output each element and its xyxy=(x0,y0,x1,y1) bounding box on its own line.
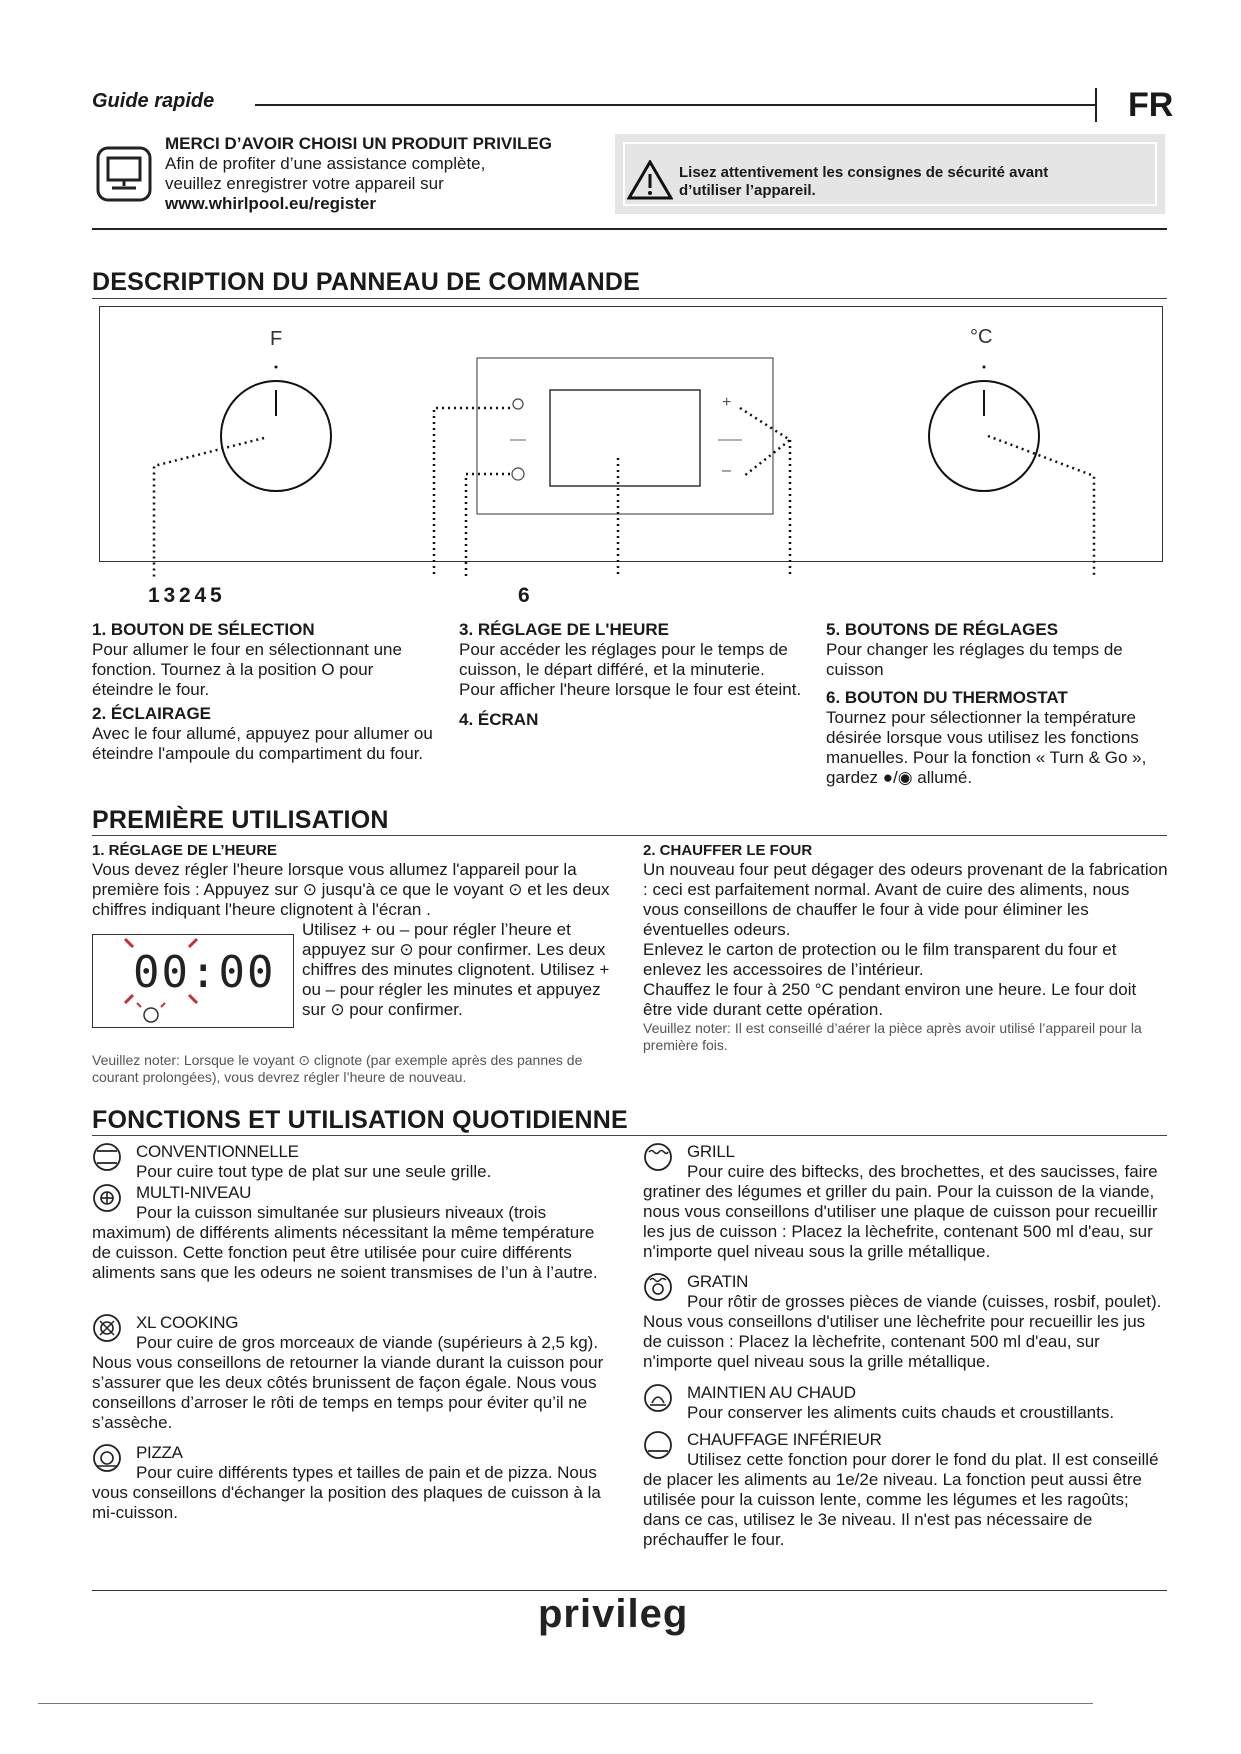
lower-heating-icon xyxy=(643,1430,673,1460)
callout-number-right: 6 xyxy=(518,584,530,607)
multilevel-icon xyxy=(92,1183,122,1213)
register-link[interactable]: www.whirlpool.eu/register xyxy=(165,194,376,213)
plus-button[interactable]: + xyxy=(722,394,732,411)
function-name: GRILL xyxy=(687,1142,735,1161)
light-icon[interactable] xyxy=(512,392,526,406)
thanks-line-2: veuillez enregistrer votre appareil sur xyxy=(165,174,444,193)
knob-label-f: F xyxy=(270,328,283,350)
guide-label: Guide rapide xyxy=(92,90,215,112)
function-description: Utilisez cette fonction pour dorer le fond du plat. Il est conseillé de placer les aliments au 1e/2e niveau. La fonction peut aussi être utilisée pour la cuisson lente, comme les légumes et les ragoûts; dans ce cas, utilisez le 3e niveau. Il n'est pas nécessaire de préchauffer le four. xyxy=(643,1450,1159,1549)
first-use-title: PREMIÈRE UTILISATION xyxy=(92,806,389,834)
knob-label-celsius: °C xyxy=(970,326,993,348)
panel-item-title: 4. ÉCRAN xyxy=(459,710,539,729)
function-grill xyxy=(643,1142,1168,1262)
pizza-icon xyxy=(92,1443,122,1473)
function-name: CHAUFFAGE INFÉRIEUR xyxy=(687,1430,882,1449)
function-name: CONVENTIONNELLE xyxy=(136,1142,299,1161)
section-paragraph: Chauffez le four à 250 °C pendant environ une heure. Le four doit être vide durant cette opération. xyxy=(643,980,1137,1019)
section-note: Veuillez noter: Il est conseillé d’aérer la pièce après avoir utilisé l’appareil pour la première fois. xyxy=(643,1020,1142,1053)
conventional-icon xyxy=(92,1142,122,1172)
section-title: 1. RÉGLAGE DE L’HEURE xyxy=(92,842,278,859)
function-description: Pour cuire tout type de plat sur une seule grille. xyxy=(136,1162,492,1181)
function-lower-heating xyxy=(643,1430,1168,1550)
function-gratin xyxy=(643,1272,1168,1372)
function-description: Pour rôtir de grosses pièces de viande (cuisses, rosbif, poulet). Nous vous conseillons d'utiliser une lèchefrite pour recueillir les jus de cuisson : Placez la lèchefrite, contenant 500 ml d'eau, sur n'importe quel niveau sous la grille métallique. xyxy=(643,1292,1162,1371)
function-name: MULTI-NIVEAU xyxy=(136,1183,252,1202)
function-name: PIZZA xyxy=(136,1443,183,1462)
panel-item-title: 1. BOUTON DE SÉLECTION xyxy=(92,620,315,639)
gratin-icon xyxy=(643,1272,673,1302)
control-panel-drawing xyxy=(0,0,1241,600)
time-setting-note: Veuillez noter: Lorsque le voyant ⊙ clignote (par exemple après des pannes de courant prolongées), vous devrez régler l’heure de nouveau. xyxy=(92,1052,583,1085)
clock-display-illustration xyxy=(92,934,294,1028)
thanks-title: MERCI D’AVOIR CHOISI UN PRODUIT PRIVILEG xyxy=(165,134,552,153)
function-name: XL COOKING xyxy=(136,1313,239,1332)
display-screen xyxy=(550,390,700,486)
language-code: FR xyxy=(1128,86,1174,124)
function-description: Pour la cuisson simultanée sur plusieurs niveaux (trois maximum) de différents aliments nécessitant la même température de cuisson. Cette fonction peut être utilisée pour cuire différents aliments sans que les odeurs ne soient transmises de l’un à l’autre. xyxy=(92,1203,598,1282)
safety-line-1: Lisez attentivement les consignes de sécurité avant xyxy=(679,164,1049,181)
panel-item-3 xyxy=(459,620,804,730)
time-setting-section xyxy=(92,842,612,920)
panel-item-text: Pour afficher l'heure lorsque le four est éteint. xyxy=(459,680,802,699)
panel-item-title: 6. BOUTON DU THERMOSTAT xyxy=(826,688,1068,707)
display-digits: 00:00 xyxy=(133,947,276,998)
panel-item-text: Pour changer les réglages du temps de cuisson xyxy=(826,640,1123,679)
keep-warm-icon xyxy=(643,1383,673,1413)
panel-title: DESCRIPTION DU PANNEAU DE COMMANDE xyxy=(92,268,641,296)
callout-numbers-left: 1 3 2 4 5 xyxy=(148,584,221,607)
panel-item-title: 5. BOUTONS DE RÉGLAGES xyxy=(826,620,1059,639)
xl-cooking-icon xyxy=(92,1313,122,1343)
function-conventional xyxy=(92,1142,617,1182)
first-use-rule xyxy=(92,835,1167,836)
function-multilevel xyxy=(92,1183,617,1283)
panel-item-text: Avec le four allumé, appuyez pour allumer ou éteindre l'ampoule du compartiment du four. xyxy=(92,724,433,763)
function-description: Pour conserver les aliments cuits chauds et croustillants. xyxy=(687,1403,1115,1422)
panel-item-1 xyxy=(92,620,437,764)
section-paragraph: Vous devez régler l'heure lorsque vous allumez l'appareil pour la première fois : Appuyez sur ⊙ jusqu'à ce que le voyant ⊙ et les deux chiffres indiquant l'heure clignotent à l'écran . xyxy=(92,860,610,919)
panel-item-5 xyxy=(826,620,1166,788)
grill-icon xyxy=(643,1142,673,1172)
section-title: 2. CHAUFFER LE FOUR xyxy=(643,842,813,859)
function-pizza xyxy=(92,1443,617,1523)
function-keep-warm xyxy=(643,1383,1168,1423)
functions-rule xyxy=(92,1135,1167,1136)
functions-title: FONCTIONS ET UTILISATION QUOTIDIENNE xyxy=(92,1106,628,1134)
panel-item-text: Pour allumer le four en sélectionnant une fonction. Tournez à la position O pour éteindre le four. xyxy=(92,640,402,699)
function-name: GRATIN xyxy=(687,1272,749,1291)
function-description: Pour cuire des biftecks, des brochettes, et des saucisses, faire gratiner des légumes et griller du pain. Pour la cuisson de la viande, nous vous conseillons d'utiliser une plaque de cuisson pour recueillir les jus de cuisson : Placez la lèchefrite, contenant 500 ml d'eau, sur n'importe quel niveau sous la grille métallique. xyxy=(643,1162,1158,1261)
safety-line-2: d’utiliser l’appareil. xyxy=(679,182,816,199)
panel-item-title: 3. RÉGLAGE DE L'HEURE xyxy=(459,620,669,639)
page-bottom-rule xyxy=(38,1703,1093,1704)
panel-item-text: Pour accéder les réglages pour le temps de cuisson, le départ différé, et la minuterie. xyxy=(459,640,788,679)
brand-logo: privileg xyxy=(538,1592,689,1636)
section-paragraph: Un nouveau four peut dégager des odeurs provenant de la fabrication : ceci est parfaitement normal. Avant de cuire des aliments, nous vous conseillons de chauffer le four à vide pour éliminer les éventuelles odeurs. xyxy=(643,860,1168,939)
function-xl-cooking xyxy=(92,1313,617,1433)
section-paragraph: Enlevez le carton de protection ou le film transparent du four et enlevez les accessoires de l’intérieur. xyxy=(643,940,1117,979)
time-setting-instructions: Utilisez + ou – pour régler l’heure et appuyez sur ⊙ pour confirmer. Les deux chiffres des minutes clignotent. Utilisez + ou – pour régler les minutes et appuyez sur ⊙ pour confirmer. xyxy=(302,920,610,1019)
function-description: Pour cuire différents types et tailles de pain et de pizza. Nous vous conseillons d'échanger la position des plaques de cuisson à la mi-cuisson. xyxy=(92,1463,601,1522)
clock-icon[interactable] xyxy=(512,468,526,482)
panel-item-text: Tournez pour sélectionner la température désirée lorsque vous utilisez les fonctions manuelles. Pour la fonction « Turn & Go », gardez ●/◉ allumé. xyxy=(826,708,1147,787)
footer-rule xyxy=(92,1590,1167,1591)
panel-item-title: 2. ÉCLAIRAGE xyxy=(92,704,212,723)
thanks-line-1: Afin de profiter d’une assistance complète, xyxy=(165,154,486,173)
heat-oven-section xyxy=(643,842,1168,1054)
function-name: MAINTIEN AU CHAUD xyxy=(687,1383,856,1402)
minus-button[interactable]: – xyxy=(722,462,731,479)
function-description: Pour cuire de gros morceaux de viande (supérieurs à 2,5 kg). Nous vous conseillons de retourner la viande durant la cuisson pour s’assurer que les deux côtés brunissent de façon égale. Nous vous conseillons d’arroser le rôti de temps en temps pour éviter qu’il ne s’assèche. xyxy=(92,1333,604,1432)
